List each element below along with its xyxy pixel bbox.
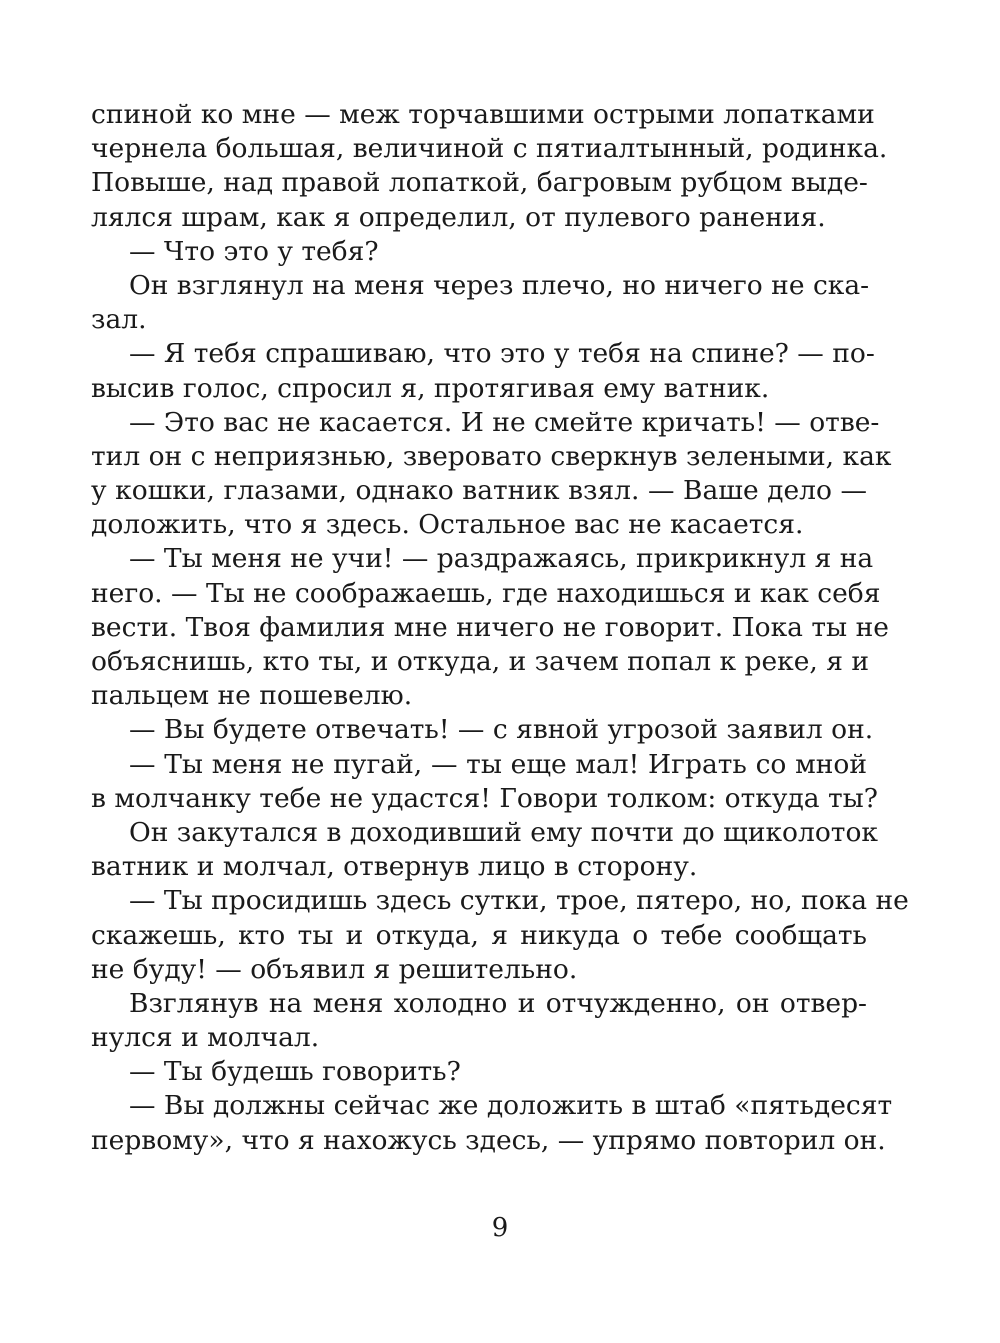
text-line: скажешь, кто ты и откуда, я никуда о тебе сообщать <box>91 919 867 951</box>
paragraph <box>91 884 909 987</box>
paragraph <box>91 748 878 816</box>
paragraph <box>91 269 870 337</box>
text-line: первому», что я нахожусь здесь, — упрямо повторил он. <box>91 1124 886 1156</box>
text-line: пальцем не пошевелю. <box>91 680 413 712</box>
paragraph <box>91 713 874 747</box>
text-line: зал. <box>91 304 147 336</box>
paragraph <box>91 406 892 543</box>
paragraph <box>91 542 889 713</box>
text-line: объяснишь, кто ты, и откуда, и зачем попал к реке, я и <box>91 646 870 677</box>
text-line: чернела большая, величиной с пятиалтынный, родинка. <box>91 133 888 165</box>
text-line: ватник и молчал, отвернув лицо в сторону. <box>91 851 698 883</box>
paragraph <box>91 1055 867 1089</box>
text-line: — Вы должны сейчас же доложить в штаб «пятьдесят <box>129 1090 893 1122</box>
text-line: доложить, что я здесь. Остальное вас не касается. <box>91 509 804 541</box>
text-line: тил он с неприязнью, зверовато сверкнув зелеными, как <box>91 440 892 472</box>
text-line: спиной ко мне — меж торчавшими острыми лопатками <box>91 99 875 130</box>
page-number: 9 <box>491 1213 509 1243</box>
text-line: лялся шрам, как я определил, от пулевого ранения. <box>91 201 826 233</box>
text-line: в молчанку тебе не удастся! Говори толком: откуда ты? <box>91 782 878 814</box>
text-line: — Что это у тебя? <box>129 235 379 267</box>
text-line: — Ты меня не учи! — раздражаясь, прикрикнул я на <box>129 543 874 575</box>
text-line: — Вы будете отвечать! — с явной угрозой заявил он. <box>129 714 874 746</box>
text-line: Повыше, над правой лопаткой, багровым рубцом выде- <box>91 167 868 199</box>
paragraph <box>91 816 878 884</box>
text-line: — Это вас не касается. И не смейте кричать! — отве- <box>129 406 880 438</box>
text-line: — Ты будешь говорить? <box>129 1056 461 1088</box>
text-line: у кошки, глазами, однако ватник взял. — Ваше дело — <box>91 475 867 507</box>
paragraph <box>91 1089 893 1157</box>
text-line: высив голос, спросил я, протягивая ему ватник. <box>91 372 770 404</box>
text-line: — Я тебя спрашиваю, что это у тебя на спине? — по- <box>129 338 875 370</box>
text-line: Он взглянул на меня через плечо, но ничего не ска- <box>129 269 870 301</box>
text-line: него. — Ты не соображаешь, где находишься и как себя <box>91 577 881 609</box>
text-line: — Ты просидишь здесь сутки, трое, пятеро, но, пока не <box>129 885 909 917</box>
text-line: Он закутался в доходивший ему почти до щиколоток <box>129 816 878 848</box>
paragraph <box>91 337 875 405</box>
text-line: — Ты меня не пугай, — ты еще мал! Играть со мной <box>129 748 867 780</box>
text-line: нулся и молчал. <box>91 1022 320 1054</box>
text-line: вести. Твоя фамилия мне ничего не говорит. Пока ты не <box>91 611 889 643</box>
paragraph <box>91 987 867 1055</box>
text-line: не буду! — объявил я решительно. <box>91 953 578 985</box>
paragraph <box>91 98 888 235</box>
paragraph <box>91 235 867 269</box>
text-line: Взглянув на меня холодно и отчужденно, он отвер- <box>129 987 867 1019</box>
body-text <box>91 98 909 1158</box>
